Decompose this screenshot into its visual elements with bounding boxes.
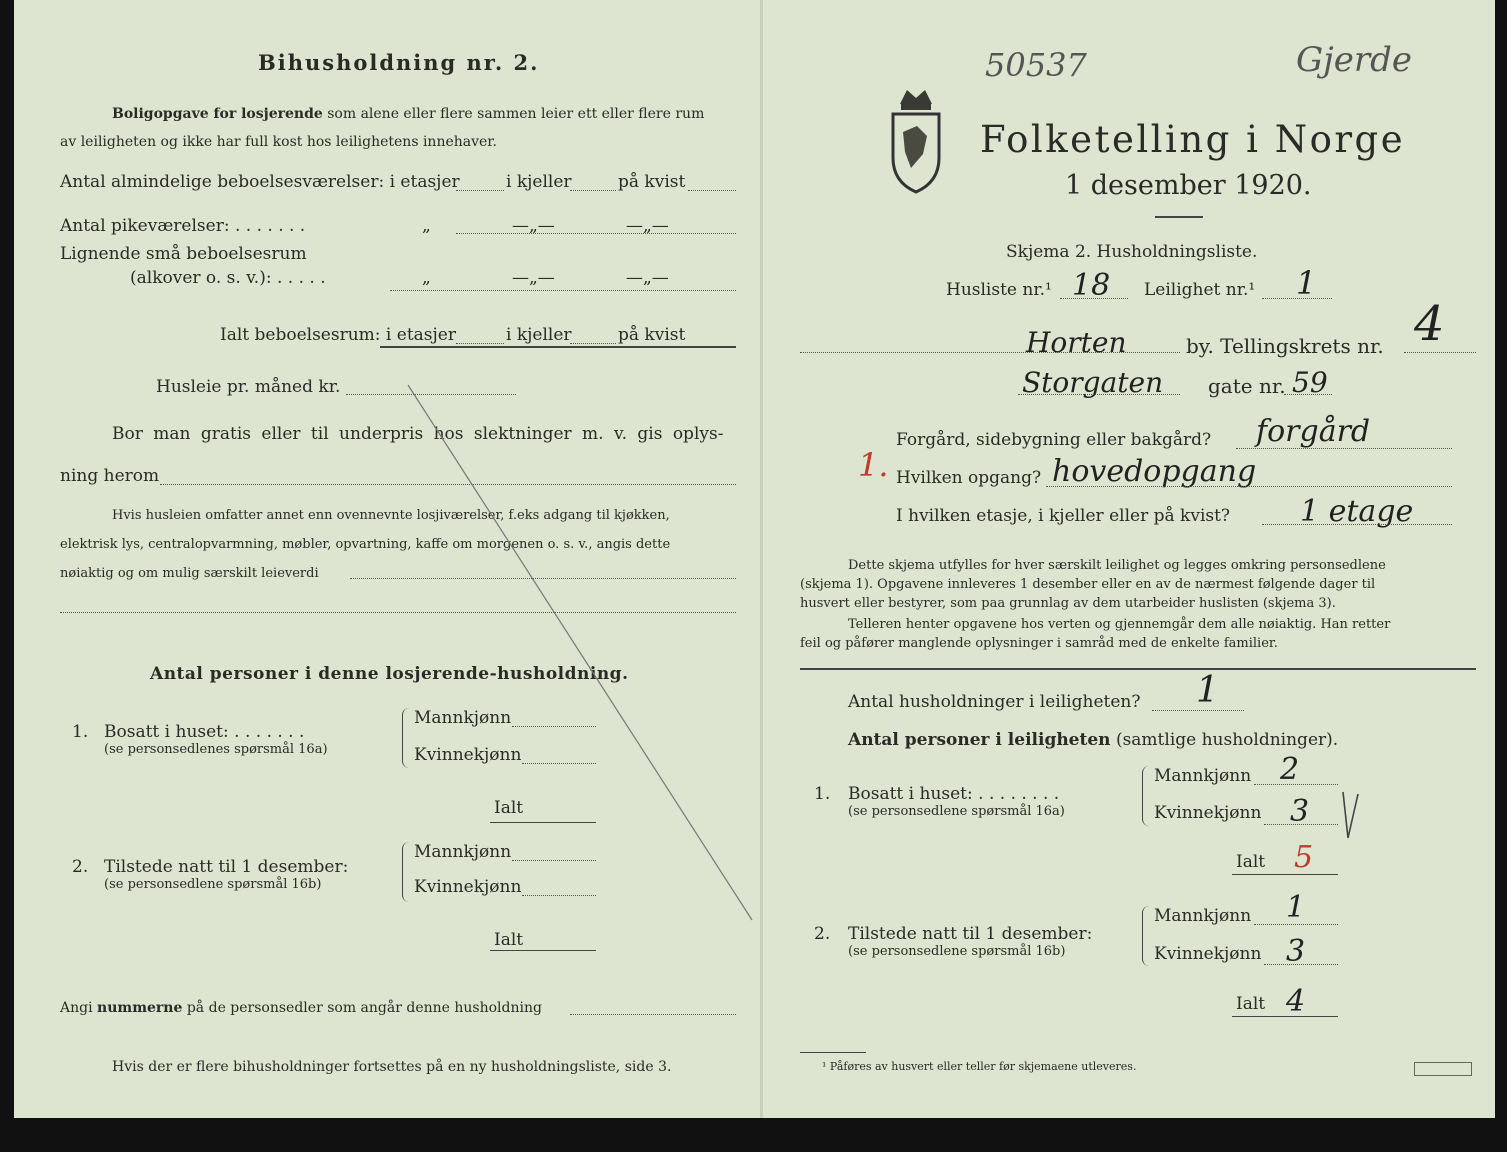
left-q1-mann: Mannkjønn: [414, 708, 512, 728]
right-q1-ialt: Ialt: [1236, 852, 1266, 872]
ialt-rooms-label: Ialt beboelsesrum: i etasjer: [220, 325, 456, 345]
right-q2-mann-field: [1254, 924, 1338, 925]
archive-number: 50537: [985, 46, 1087, 84]
right-q1-mann-value: 2: [1280, 752, 1300, 787]
right-q1-ialt-value: 5: [1294, 840, 1314, 875]
left-q2-ialt: Ialt: [494, 930, 524, 950]
antal-personer-line: [848, 730, 1338, 750]
right-q1-brace: [1142, 766, 1149, 826]
right-q2-ialt-value: 4: [1286, 984, 1306, 1019]
info-line-5: feil og påfører manglende oplysninger i samråd med de enkelte familier.: [800, 636, 1278, 651]
right-q2-ialt: Ialt: [1236, 994, 1266, 1014]
opgang-field: [1046, 486, 1452, 487]
opgang-label: Hvilken opgang?: [896, 468, 1042, 488]
husliste-label: Husliste nr.¹: [946, 280, 1052, 300]
gate-nr-value: 59: [1292, 366, 1328, 399]
lign-ditto-3: —„—: [626, 268, 669, 288]
left-q2-number: 2.: [72, 857, 89, 877]
right-q1-mann-field: [1254, 784, 1338, 785]
right-q2-kvinne: Kvinnekjønn: [1154, 944, 1262, 964]
hvis-line-2: elektrisk lys, centralopvarmning, møbler, opvartning, kaffe om morgenen o. s. v., angis dette: [60, 537, 671, 552]
antal-personer-bold: Antal personer i leiligheten: [848, 730, 1111, 750]
forgaard-label: Forgård, sidebygning eller bakgård?: [896, 430, 1212, 450]
right-q1-mann: Mannkjønn: [1154, 766, 1252, 786]
forgaard-field: [1236, 448, 1452, 449]
rooms-label: Antal almindelige beboelsesværelser: i etasjer: [60, 172, 460, 192]
right-q2-kvinne-value: 3: [1286, 934, 1306, 969]
right-q1-label: Bosatt i huset: . . . . . . . .: [848, 784, 1060, 804]
krets-field: [1404, 352, 1476, 353]
antal-husholdninger-value: 1: [1196, 670, 1219, 711]
pike-ditto-2: —„—: [512, 216, 555, 236]
hvis-line-3: nøiaktig og om mulig særskilt leieverdi: [60, 566, 319, 581]
right-q1-kvinne-field: [1264, 824, 1338, 825]
form-date: 1 desember 1920.: [1065, 170, 1312, 201]
hvis-line-1: Hvis husleien omfatter annet enn ovennevnte losjiværelser, f.eks adgang til kjøkken,: [112, 508, 670, 523]
left-q1-sub: (se personsedlenes spørsmål 16a): [104, 742, 328, 757]
left-footer: Hvis der er flere bihusholdninger fortsettes på en ny husholdningsliste, side 3.: [112, 1059, 672, 1075]
leilighet-label: Leilighet nr.¹: [1144, 280, 1256, 300]
antal-personer-rest: (samtlige husholdninger).: [1115, 730, 1339, 750]
opgang-value: hovedopgang: [1052, 454, 1257, 489]
right-q1-sub: (se personsedlene spørsmål 16a): [848, 804, 1065, 819]
angi-pre: Angi: [60, 1000, 93, 1016]
left-q1-ialt: Ialt: [494, 798, 524, 818]
gate-nr-field: [1284, 394, 1332, 395]
husleie-label: Husleie pr. måned kr.: [156, 377, 341, 397]
gate-label: gate nr.: [1208, 374, 1286, 398]
left-q2-kvinne: Kvinnekjønn: [414, 877, 522, 897]
bor-line-2: ning herom: [60, 466, 160, 486]
title-rule: [1155, 216, 1203, 218]
angi-bold: nummerne: [97, 1000, 183, 1016]
forgaard-value: forgård: [1256, 414, 1371, 449]
ialt-kjeller-label: i kjeller: [506, 325, 572, 345]
gate-value: Storgaten: [1022, 366, 1164, 399]
by-label: by. Tellingskrets nr.: [1186, 334, 1384, 358]
lign-ditto-1: „: [422, 268, 431, 288]
right-q2-brace: [1142, 906, 1149, 966]
info-line-2: (skjema 1). Opgavene innleveres 1 desember eller en av de nærmest følgende dager til: [800, 577, 1376, 592]
krets-value: 4: [1414, 296, 1445, 352]
pike-ditto-3: —„—: [626, 216, 669, 236]
footnote-rule: [800, 1052, 866, 1053]
right-q1-number: 1.: [814, 784, 831, 804]
pike-ditto-1: „: [422, 216, 431, 236]
info-line-3: husvert eller bestyrer, som paa grunnlag av dem utarbeider huslisten (skjema 3).: [800, 596, 1336, 611]
etasje-value: 1 etage: [1300, 494, 1414, 529]
left-antal-heading: Antal personer i denne losjerende-husholdning.: [150, 664, 629, 684]
intro-bold: Boligopgave for losjerende: [112, 106, 323, 122]
footnote: ¹ Påføres av husvert eller teller før skjemaene utleveres.: [822, 1060, 1137, 1073]
left-q2-mann: Mannkjønn: [414, 842, 512, 862]
right-q2-label: Tilstede natt til 1 desember:: [848, 924, 1093, 944]
left-heading: Bihusholdning nr. 2.: [258, 50, 540, 75]
rooms-kjeller-label: i kjeller: [506, 172, 572, 192]
lignende-line-1: Lignende små beboelsesrum: [60, 244, 307, 264]
leilighet-value: 1: [1296, 264, 1317, 302]
leilighet-field: [1262, 298, 1332, 299]
etasje-field: [1262, 524, 1452, 525]
husliste-field: [1060, 298, 1128, 299]
left-q1-kvinne: Kvinnekjønn: [414, 745, 522, 765]
husliste-value: 18: [1072, 268, 1111, 303]
antal-husholdninger-field: [1152, 710, 1244, 711]
right-q1-kvinne: Kvinnekjønn: [1154, 803, 1262, 823]
left-q1-number: 1.: [72, 722, 89, 742]
printer-stamp: [1414, 1062, 1472, 1076]
intro-line-2: av leiligheten og ikke har full kost hos leilighetens innehaver.: [60, 134, 497, 150]
right-q2-sub: (se personsedlene spørsmål 16b): [848, 944, 1066, 959]
bor-line-1: Bor man gratis eller til underpris hos slektninger m. v. gis oplys-: [112, 424, 724, 444]
left-q2-sub: (se personsedlene spørsmål 16b): [104, 877, 322, 892]
left-q2-label: Tilstede natt til 1 desember:: [104, 857, 349, 877]
lignende-line-2: (alkover o. s. v.): . . . . .: [130, 268, 326, 288]
right-q2-kvinne-field: [1264, 964, 1338, 965]
by-field: [800, 352, 1180, 353]
right-q2-number: 2.: [814, 924, 831, 944]
info-line-1: Dette skjema utfylles for hver særskilt leilighet og legges omkring personsedlene: [848, 558, 1386, 573]
right-q2-ialt-rule: [1232, 1016, 1338, 1017]
ialt-kvist-label: på kvist: [618, 325, 686, 345]
schema-label: Skjema 2. Husholdningsliste.: [1006, 242, 1258, 262]
rooms-kvist-label: på kvist: [618, 172, 686, 192]
right-q1-kvinne-value: 3: [1290, 794, 1310, 829]
left-q1-label: Bosatt i huset: . . . . . . .: [104, 722, 305, 742]
check-mark-icon: [1340, 788, 1364, 842]
intro-rest: som alene eller flere sammen leier ett eller flere rum: [327, 106, 705, 122]
form-title: Folketelling i Norge: [980, 118, 1406, 161]
opgang-marker: 1.: [858, 446, 889, 484]
angi-rest: på de personsedler som angår denne husholdning: [186, 1000, 542, 1016]
scan-border-bottom: [0, 1118, 1507, 1152]
place-note: Gjerde: [1296, 40, 1412, 80]
gate-field: [1018, 394, 1180, 395]
right-q1-ialt-rule: [1232, 874, 1338, 875]
lign-ditto-2: —„—: [512, 268, 555, 288]
info-line-4: Telleren henter opgavene hos verten og gjennemgår dem alle nøiaktig. Han retter: [848, 617, 1391, 632]
etasje-label: I hvilken etasje, i kjeller eller på kvist?: [896, 506, 1231, 526]
antal-husholdninger-label: Antal husholdninger i leiligheten?: [848, 692, 1141, 712]
right-q2-mann: Mannkjønn: [1154, 906, 1252, 926]
by-value: Horten: [1026, 326, 1127, 359]
right-q2-mann-value: 1: [1286, 890, 1306, 925]
coat-of-arms-icon: [887, 82, 945, 196]
info-rule: [800, 668, 1476, 670]
pike-label: Antal pikeværelser: . . . . . . .: [60, 216, 306, 236]
